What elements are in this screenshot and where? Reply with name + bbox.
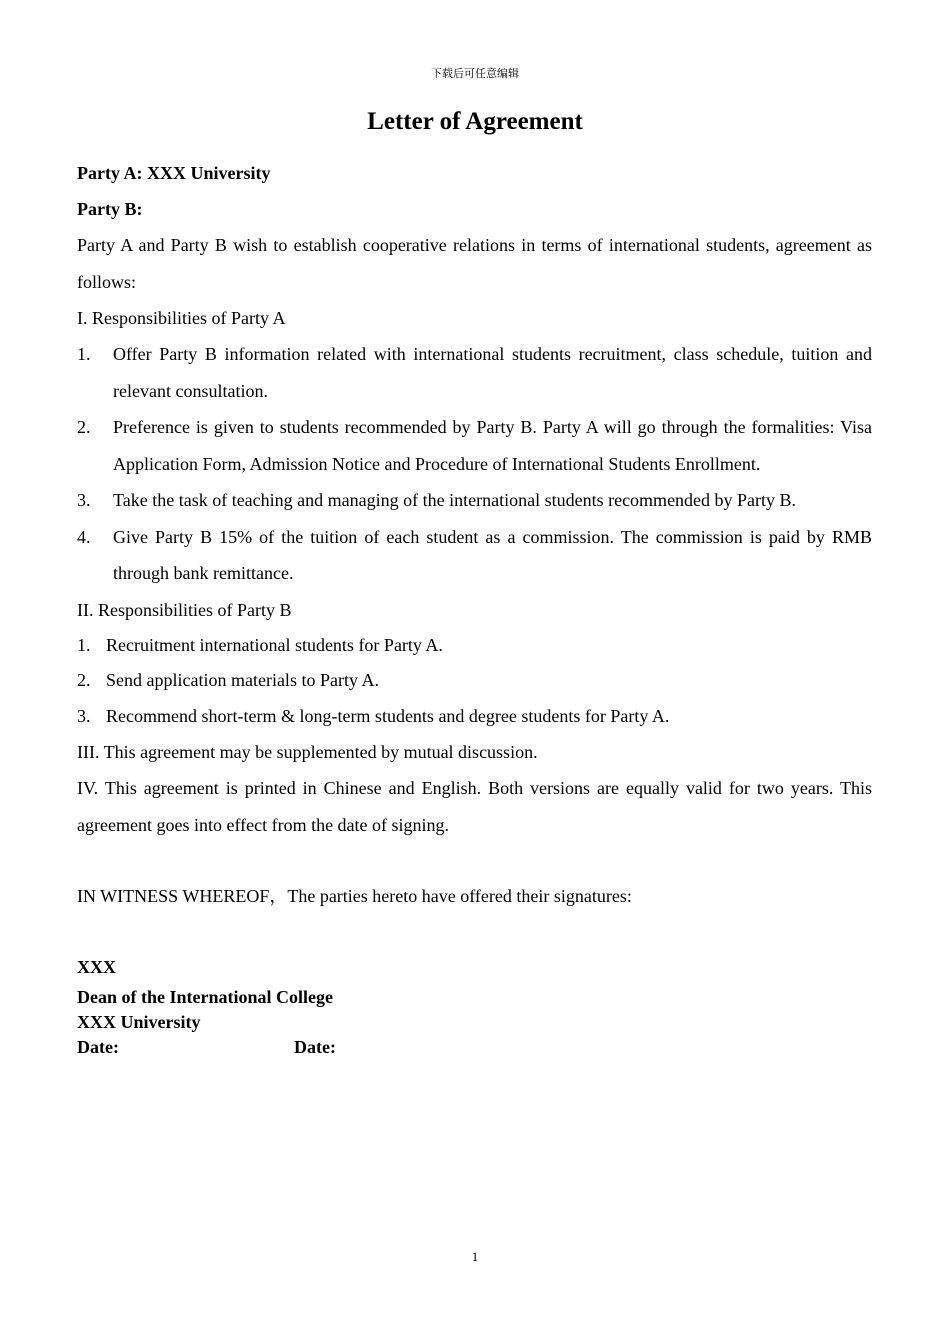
item-text: Offer Party B information related with international students recruitment, class schedule, tuition and relevant consultation. xyxy=(113,344,872,401)
item-number: 4. xyxy=(77,526,91,547)
page-header-note: 下载后可任意编辑 xyxy=(431,67,519,80)
intro-paragraph: Party A and Party B wish to establish cooperative relations in terms of international students, agreement as follows: xyxy=(77,235,872,292)
document-body xyxy=(77,155,872,1060)
signatory-institution: XXX University xyxy=(77,1012,201,1032)
section-1-item xyxy=(77,482,872,519)
item-text: Recommend short-term & long-term students and degree students for Party A. xyxy=(106,705,670,726)
section-2-item xyxy=(77,628,872,664)
section-2-item xyxy=(77,699,872,735)
witness-line: IN WITNESS WHEREOF，The parties hereto have offered their signatures: xyxy=(77,886,632,906)
party-a-line: Party A: XXX University xyxy=(77,163,271,183)
item-number: 2. xyxy=(77,417,91,437)
item-number: 1. xyxy=(77,634,91,655)
item-text: Recruitment international students for Party A. xyxy=(106,634,443,655)
page-number: 1 xyxy=(471,1249,479,1264)
item-number: 3. xyxy=(77,490,91,510)
section-3-line: III. This agreement may be supplemented by mutual discussion. xyxy=(77,742,538,762)
item-number: 2. xyxy=(77,670,91,690)
date-label-a: Date: xyxy=(77,1037,119,1057)
item-number: 3. xyxy=(77,705,91,726)
signatory-role: Dean of the International College xyxy=(77,987,333,1007)
section-2-heading: II. Responsibilities of Party B xyxy=(77,599,292,620)
item-text: Give Party B 15% of the tuition of each student as a commission. The commission is paid by RMB through bank remittance. xyxy=(113,526,872,583)
item-number: 1. xyxy=(77,344,91,364)
item-text: Send application materials to Party A. xyxy=(106,670,379,690)
item-text: Preference is given to students recommended by Party B. Party A will go through the formalities: Visa Application Form, Admission Notice and Procedure of International Students Enrollment. xyxy=(113,417,872,474)
party-b-line: Party B: xyxy=(77,199,143,219)
section-1-item xyxy=(77,336,872,409)
date-row xyxy=(77,1035,872,1060)
section-1-item xyxy=(77,519,872,592)
section-4-paragraph: IV. This agreement is printed in Chinese and English. Both versions are equally valid for two years. This agreement goes into effect from the date of signing. xyxy=(77,778,872,835)
item-text: Take the task of teaching and managing of the international students recommended by Party B. xyxy=(113,490,797,510)
date-label-b: Date: xyxy=(294,1037,336,1057)
signatory-name: XXX xyxy=(77,957,116,977)
section-1-heading: I. Responsibilities of Party A xyxy=(77,308,286,328)
section-2-item xyxy=(77,663,872,699)
section-1-item xyxy=(77,409,872,482)
document-title: Letter of Agreement xyxy=(367,108,583,135)
